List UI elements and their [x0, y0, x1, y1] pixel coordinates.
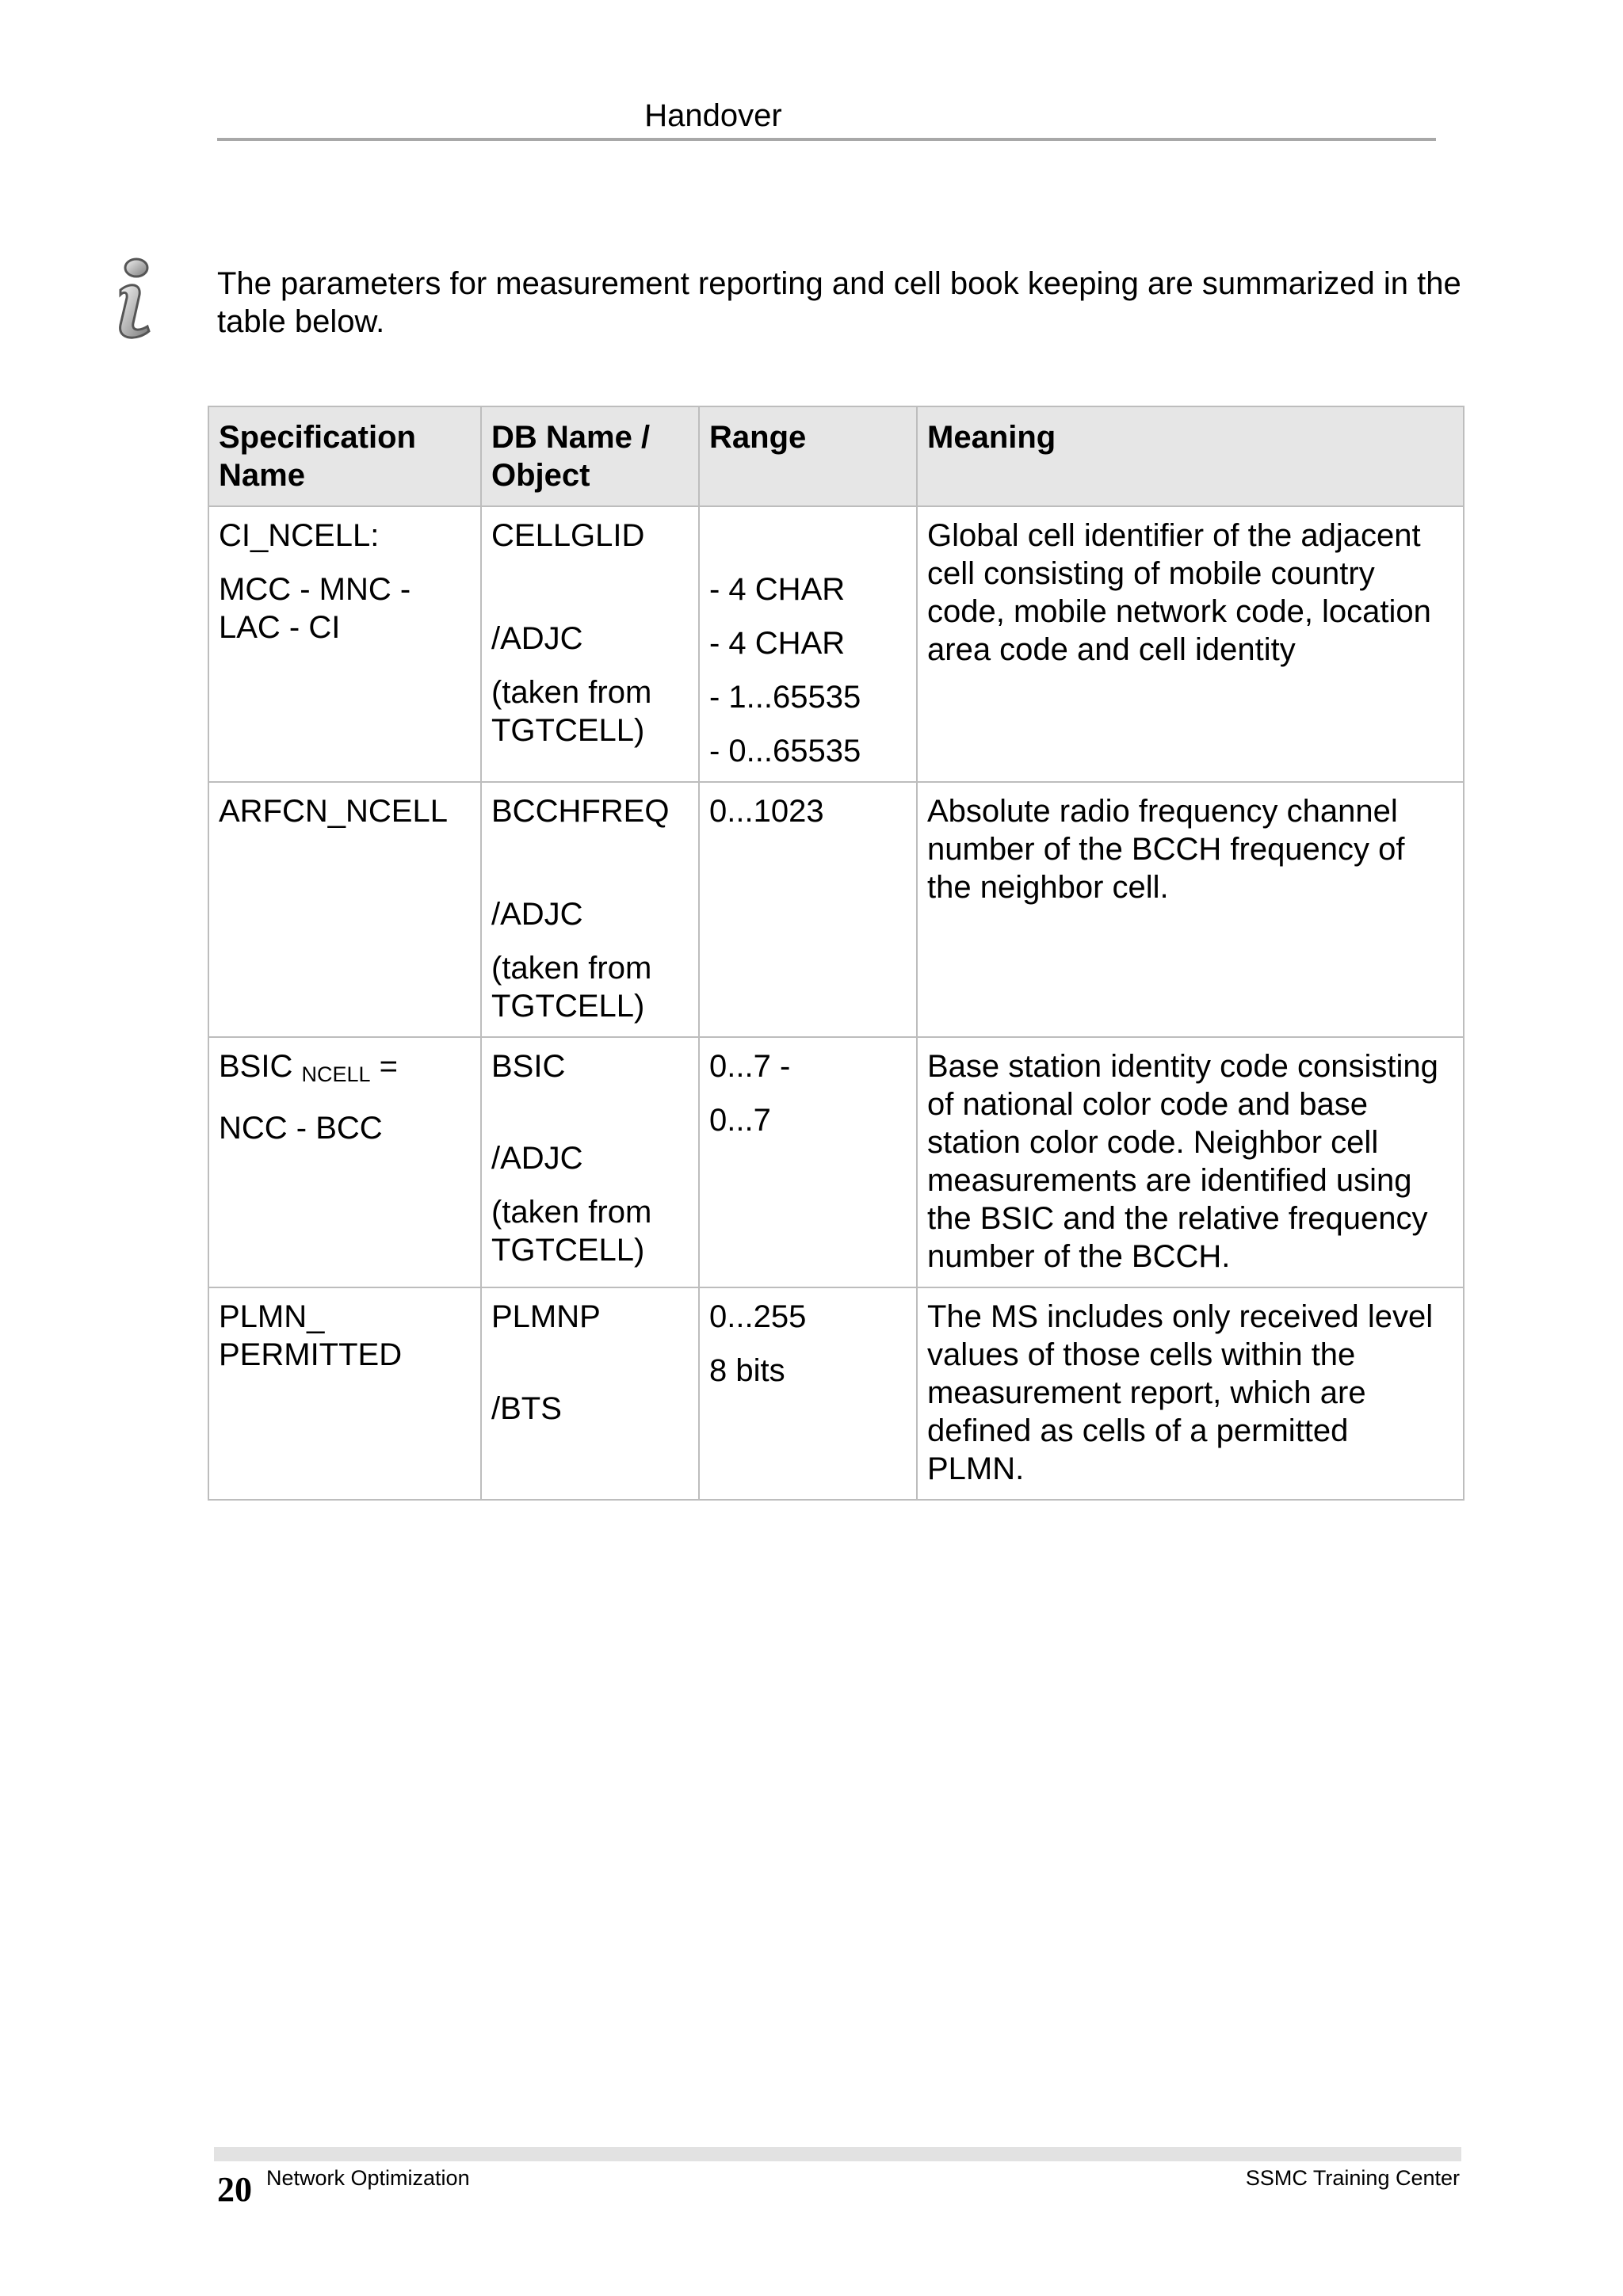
spec-main: BSIC [219, 1049, 293, 1084]
cell-spec-name [208, 1037, 481, 1287]
range-line: 0...255 [709, 1299, 807, 1334]
range-line: - 1...65535 [709, 680, 861, 715]
db-line: BCCHFREQ [491, 794, 670, 829]
footer-left-text: Network Optimization [266, 2166, 470, 2190]
table-row [208, 1037, 1464, 1287]
spec-line: CI_NCELL: [219, 518, 380, 553]
spec-subscript: NCELL [301, 1062, 371, 1086]
range-line: - 4 CHAR [709, 626, 846, 661]
cell-db-name [481, 1287, 699, 1500]
table-header-row [208, 406, 1464, 506]
db-line: /ADJC [491, 897, 583, 932]
cell-meaning: Absolute radio frequency channel number of the BCCH frequency of the neighbor cell. [917, 782, 1464, 1037]
cell-spec-name [208, 1287, 481, 1500]
cell-range [699, 1037, 917, 1287]
spec-line: MCC - MNC - LAC - CI [219, 572, 411, 645]
spec-line: NCC - BCC [219, 1111, 383, 1146]
db-line: BSIC [491, 1049, 566, 1084]
cell-db-name [481, 506, 699, 782]
parameters-table [208, 406, 1465, 1501]
page-number: 20 [217, 2170, 252, 2209]
footer-right-text: SSMC Training Center [1245, 2166, 1460, 2190]
cell-spec-name [208, 506, 481, 782]
column-header-db-name: DB Name / Object [481, 406, 699, 506]
spec-line: ARFCN_NCELL [219, 794, 448, 829]
spec-line: PLMN_ PERMITTED [219, 1299, 403, 1372]
column-header-spec-name: Specification Name [208, 406, 481, 506]
db-line: /ADJC [491, 621, 583, 656]
db-line: (taken from TGTCELL) [491, 951, 652, 1024]
cell-meaning: The MS includes only received level values of those cells within the measurement report, which are defined as cells of a permitted PLMN. [917, 1287, 1464, 1500]
cell-range [699, 1287, 917, 1500]
db-line: PLMNP [491, 1299, 601, 1334]
footer-bar [214, 2147, 1461, 2161]
cell-spec-name [208, 782, 481, 1037]
cell-range [699, 782, 917, 1037]
column-header-meaning: Meaning [917, 406, 1464, 506]
cell-db-name [481, 1037, 699, 1287]
spec-suffix: = [370, 1049, 399, 1084]
spec-line [219, 1047, 471, 1093]
range-line: 0...7 - [709, 1049, 791, 1084]
column-header-range: Range [699, 406, 917, 506]
cell-db-name [481, 782, 699, 1037]
db-line: CELLGLID [491, 518, 645, 553]
db-line: (taken from TGTCELL) [491, 675, 652, 748]
page-header-title: Handover [644, 98, 782, 133]
info-icon [106, 255, 162, 342]
table-row [208, 1287, 1464, 1500]
range-line: - 0...65535 [709, 734, 861, 769]
range-line: 8 bits [709, 1353, 785, 1388]
cell-meaning: Global cell identifier of the adjacent cell consisting of mobile country code, mobile network code, location area code and cell identity [917, 506, 1464, 782]
cell-range [699, 506, 917, 782]
intro-text: The parameters for measurement reporting and cell book keeping are summarized in the table below. [217, 266, 1461, 339]
db-line: /ADJC [491, 1141, 583, 1176]
header-rule [217, 138, 1436, 141]
db-line: (taken from TGTCELL) [491, 1195, 652, 1268]
range-line: - 4 CHAR [709, 572, 846, 607]
range-line: 0...1023 [709, 794, 824, 829]
range-line: 0...7 [709, 1103, 771, 1138]
cell-meaning: Base station identity code consisting of national color code and base station color code. Neighbor cell measurements are identified using the BSIC and the relative frequency number of the BCCH. [917, 1037, 1464, 1287]
table-row [208, 506, 1464, 782]
db-line: /BTS [491, 1391, 562, 1426]
table-row [208, 782, 1464, 1037]
